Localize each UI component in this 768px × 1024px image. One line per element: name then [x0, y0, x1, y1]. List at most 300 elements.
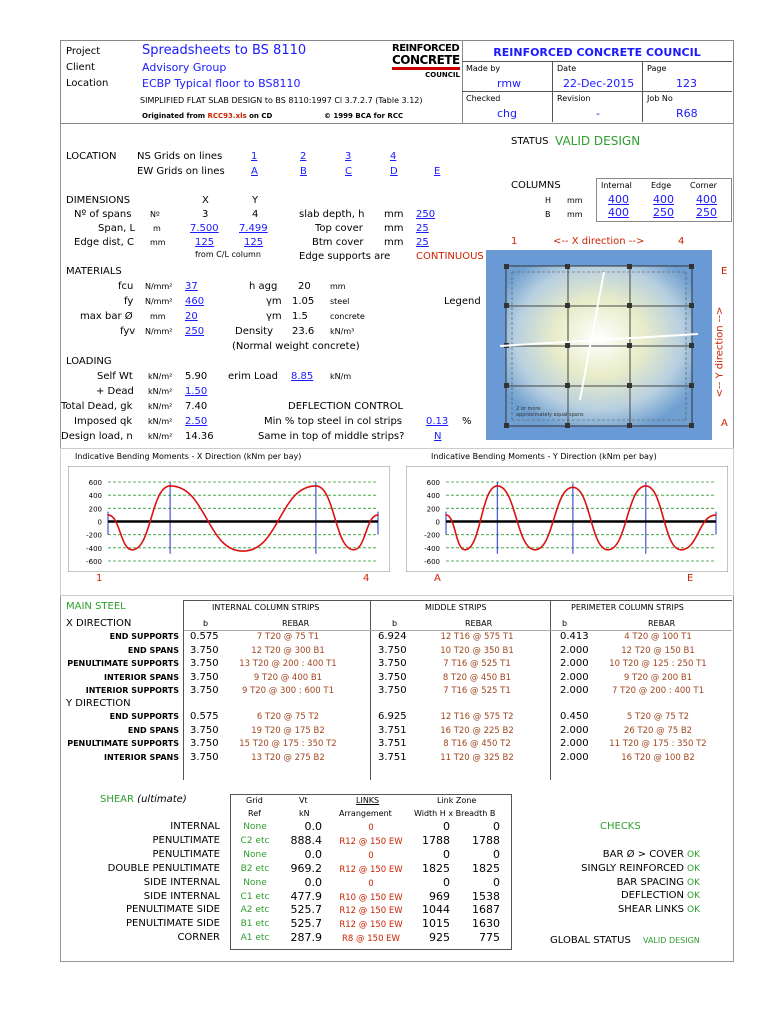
- col-b-corner[interactable]: 250: [696, 206, 717, 219]
- chart-y-label-start: A: [434, 573, 441, 584]
- span-y-input[interactable]: 7.499: [239, 223, 268, 234]
- total-dead-label: Total Dead, gk: [61, 401, 133, 412]
- shear-grid-ref: None: [243, 877, 267, 888]
- steel-rebar-cell: 9 T20 @ 200 B1: [623, 672, 693, 683]
- steel-b-cell: 2.000: [560, 738, 589, 749]
- steel-rebar-cell: 4 T20 @ 100 T1: [624, 632, 692, 642]
- shear-vt-value: 287.9: [290, 931, 322, 945]
- shear-zone-width: 925: [429, 931, 450, 945]
- rcc-logo: REINFORCED CONCRETE COUNCIL: [392, 43, 460, 79]
- same-top-input[interactable]: N: [434, 431, 442, 442]
- group-middle-strips: MIDDLE STRIPS: [425, 603, 487, 612]
- span-x-input[interactable]: 7.500: [190, 223, 219, 234]
- check-ok: OK: [687, 850, 700, 860]
- check-label: DEFLECTION: [620, 890, 684, 902]
- steel-b-cell: 3.751: [378, 751, 407, 763]
- shear-zone-breadth: 0: [493, 875, 500, 889]
- x-direction-label: X DIRECTION: [66, 618, 132, 629]
- steel-b-cell: 2.000: [560, 724, 589, 736]
- checked-label: Checked: [466, 94, 501, 103]
- gm-concrete-unit: concrete: [330, 312, 365, 321]
- steel-b-cell: 3.750: [190, 724, 219, 736]
- y-tick-label: 600: [426, 479, 440, 487]
- y-tick-label: 0: [435, 518, 440, 527]
- shear-header-zone: Link Zone: [437, 796, 477, 805]
- y-tick-label: 200: [88, 505, 102, 514]
- y-tick-label: -600: [86, 558, 102, 566]
- subtitle: SIMPLIFIED FLAT SLAB DESIGN to BS 8110:1997 Cl 3.7.2.7 (Table 3.12): [140, 96, 423, 105]
- group-internal-column-strips: INTERNAL COLUMN STRIPS: [212, 603, 320, 612]
- moment-point: [680, 549, 682, 551]
- shear-grid-ref: None: [243, 849, 267, 860]
- steel-rebar-cell: 8 T16 @ 450 T2: [443, 739, 511, 749]
- steel-b-cell: 3.751: [378, 738, 407, 749]
- check-label: SINGLY REINFORCED: [581, 862, 684, 874]
- header-b-2: b: [392, 619, 398, 628]
- steel-rebar-cell: 9 T20 @ 300 : 600 T1: [241, 686, 335, 696]
- shear-zone-breadth: 1630: [472, 917, 500, 931]
- steel-row-label: INTERIOR SPANS: [103, 672, 179, 682]
- total-dead-value: 7.40: [185, 401, 208, 412]
- steel-b-cell: 6.924: [378, 631, 407, 642]
- check-ok: OK: [687, 877, 700, 888]
- fcu-unit: N/mm²: [145, 282, 173, 291]
- steel-row-label: END SUPPORTS: [109, 712, 179, 721]
- slab-depth-unit: mm: [384, 209, 404, 220]
- location-value[interactable]: ECBP Typical floor to BS8110: [142, 77, 301, 90]
- shear-zone-width: 0: [443, 847, 450, 861]
- steel-rebar-cell: 5 T20 @ 75 T2: [626, 712, 690, 722]
- plan-note-2: approximately equal spans: [516, 412, 584, 418]
- made-by-value[interactable]: rmw: [497, 77, 522, 90]
- shear-row-label: DOUBLE PENULTIMATE: [107, 862, 220, 874]
- density-unit: kN/m³: [330, 327, 355, 336]
- header-rebar-3: REBAR: [648, 619, 676, 628]
- steel-rebar-cell: 7 T16 @ 525 T1: [443, 686, 511, 696]
- moment-point: [315, 485, 317, 487]
- shear-link-arrangement: R8 @ 150 EW: [342, 934, 400, 945]
- col-b-unit: mm: [567, 210, 583, 219]
- shear-row-label: SIDE INTERNAL: [143, 890, 220, 902]
- steel-row-label: INTERIOR SPANS: [103, 752, 179, 762]
- steel-b-cell: 3.750: [190, 685, 219, 696]
- steel-rebar-cell: 16 T20 @ 100 B2: [621, 752, 695, 763]
- spans-unit: Nº: [150, 210, 160, 219]
- moment-point: [445, 514, 447, 516]
- steel-row-label: END SUPPORTS: [109, 632, 179, 641]
- steel-rebar-cell: 7 T16 @ 525 T1: [443, 659, 511, 669]
- revision-label: Revision: [557, 94, 591, 103]
- check-ok: OK: [687, 891, 700, 902]
- imposed-label: Imposed qk: [74, 416, 133, 427]
- moment-point: [377, 514, 379, 516]
- edge-dist-unit: mm: [150, 238, 166, 247]
- col-h-label: H: [545, 196, 552, 205]
- shear-row-label: PENULTIMATE: [152, 848, 220, 860]
- plan-y-direction: <-- Y direction -->: [714, 306, 726, 398]
- y-tick-label: 400: [88, 492, 102, 501]
- revision-value[interactable]: -: [596, 107, 600, 120]
- steel-rebar-cell: 12 T20 @ 150 B1: [621, 645, 695, 656]
- design-load-label: Design load, n: [61, 431, 133, 442]
- check-ok: OK: [687, 905, 700, 916]
- steel-b-cell: 2.000: [560, 751, 589, 763]
- steel-row-label: END SPANS: [127, 725, 179, 735]
- hagg-unit: mm: [330, 282, 346, 291]
- span-unit: m: [153, 224, 161, 233]
- fy-unit: N/mm²: [145, 297, 173, 306]
- steel-b-cell: 3.750: [378, 644, 407, 656]
- shear-row-label: PENULTIMATE SIDE: [125, 918, 220, 930]
- edge-dist-label: Edge dist, C: [74, 237, 134, 248]
- shear-grid-ref: C1 etc: [240, 891, 270, 902]
- plan-grid-1: 1: [511, 236, 518, 247]
- steel-rebar-cell: 6 T20 @ 75 T2: [256, 712, 320, 722]
- shear-header-links: LINKS: [356, 796, 380, 805]
- btm-cover-input[interactable]: 25: [416, 237, 429, 248]
- steel-b-cell: 2.000: [560, 671, 589, 683]
- slab-depth-input[interactable]: 250: [416, 209, 436, 220]
- shear-link-arrangement: 0: [368, 850, 374, 861]
- columns-label: COLUMNS: [511, 180, 561, 191]
- steel-rebar-cell: 7 T20 @ 200 : 400 T1: [611, 686, 705, 696]
- ew-grids-label: EW Grids on lines: [137, 166, 225, 177]
- perim-load-label: erim Load: [228, 371, 278, 382]
- shear-zone-breadth: 1825: [472, 861, 500, 875]
- imposed-input[interactable]: 2.50: [185, 416, 208, 427]
- steel-b-cell: 3.750: [190, 671, 219, 683]
- gm-steel-unit: steel: [330, 297, 350, 306]
- steel-b-cell: 0.413: [560, 631, 589, 642]
- shear-zone-width: 0: [443, 820, 450, 833]
- shear-header-vt: Vt: [299, 796, 308, 805]
- steel-rebar-cell: 12 T20 @ 300 B1: [251, 645, 325, 656]
- steel-b-cell: 2.000: [560, 685, 589, 696]
- steel-row-label: PENULTIMATE SUPPORTS: [67, 739, 179, 748]
- project-value[interactable]: Spreadsheets to BS 8110: [142, 43, 307, 58]
- top-cover-input[interactable]: 25: [416, 223, 429, 234]
- location-section-label: LOCATION: [66, 151, 117, 162]
- shear-link-arrangement: R12 @ 150 EW: [339, 920, 403, 931]
- client-label: Client: [66, 62, 95, 73]
- moment-point: [169, 485, 171, 487]
- shear-header-kn: kN: [299, 809, 310, 818]
- main-steel-label: MAIN STEEL: [66, 601, 126, 612]
- checks-label: CHECKS: [600, 821, 641, 832]
- shear-vt-value: 0.0: [304, 847, 322, 861]
- steel-b-cell: 3.750: [190, 751, 219, 763]
- steel-b-cell: 3.750: [378, 671, 407, 683]
- self-wt-unit: kN/m²: [148, 372, 173, 381]
- fyv-unit: N/mm²: [145, 327, 173, 336]
- job-label: Job No: [647, 94, 673, 103]
- header-b-1: b: [203, 619, 209, 628]
- check-label: BAR Ø > COVER: [602, 849, 684, 860]
- date-value[interactable]: 22-Dec-2015: [563, 77, 635, 90]
- steel-row-label: END SPANS: [127, 645, 179, 655]
- steel-rebar-cell: 10 T20 @ 350 B1: [440, 645, 514, 656]
- steel-b-cell: 3.750: [190, 658, 219, 669]
- steel-b-cell: 3.750: [378, 685, 407, 696]
- col-edge-header: Edge: [651, 181, 672, 190]
- steel-rebar-cell: 12 T16 @ 575 T1: [440, 632, 514, 642]
- edge-dist-x-input[interactable]: 125: [195, 237, 215, 248]
- y-tick-label: -600: [424, 558, 440, 566]
- steel-rebar-cell: 10 T20 @ 125 : 250 T1: [609, 659, 707, 669]
- shear-grid-ref: A1 etc: [240, 933, 270, 944]
- fy-input[interactable]: 460: [185, 296, 205, 307]
- ns-grid-2[interactable]: 2: [300, 151, 307, 162]
- checked-value[interactable]: chg: [497, 107, 518, 120]
- col-b-edge[interactable]: 250: [653, 206, 674, 219]
- job-value[interactable]: R68: [676, 107, 698, 120]
- moment-point: [107, 514, 109, 516]
- shear-zone-breadth: 1538: [472, 889, 500, 903]
- btm-cover-unit: mm: [384, 237, 404, 248]
- shear-grid-ref: A2 etc: [240, 905, 270, 916]
- dim-y-header: Y: [252, 195, 259, 206]
- shear-link-arrangement: R12 @ 150 EW: [339, 864, 403, 875]
- shear-link-arrangement: 0: [368, 878, 374, 889]
- edge-supports-value[interactable]: CONTINUOUS: [416, 251, 484, 262]
- ew-grid-b[interactable]: B: [300, 166, 307, 177]
- page-value[interactable]: 123: [676, 77, 697, 90]
- shear-vt-value: 525.7: [290, 903, 322, 917]
- moment-point: [464, 549, 466, 551]
- steel-rebar-cell: 15 T20 @ 175 : 350 T2: [239, 739, 337, 749]
- fy-label: fy: [124, 296, 134, 307]
- shear-vt-value: 0.0: [304, 875, 322, 889]
- bending-moment-chart-y: [406, 466, 728, 572]
- shear-zone-width: 1015: [422, 917, 450, 931]
- plan-note-1: 2 or more: [516, 406, 541, 412]
- ns-grid-3[interactable]: 3: [345, 151, 352, 162]
- location-label: Location: [66, 78, 109, 89]
- shear-zone-width: 1044: [422, 903, 450, 917]
- shear-header-ref: Ref: [248, 809, 261, 818]
- shear-grid-ref: B2 etc: [240, 863, 270, 874]
- gm-steel-value: 1.05: [292, 296, 315, 307]
- y-tick-label: -200: [86, 531, 102, 540]
- top-cover-unit: mm: [384, 223, 404, 234]
- shear-label: SHEAR (ultimate): [100, 794, 187, 805]
- density-value: 23.6: [292, 326, 315, 337]
- chart-y-title: Indicative Bending Moments - Y Direction (kNm per bay): [431, 452, 657, 461]
- moment-point: [497, 485, 499, 487]
- legend-label: Legend: [444, 296, 481, 307]
- dead-label: + Dead: [96, 386, 134, 397]
- chart-y-label-end: E: [687, 573, 694, 584]
- fyv-label: fyv: [120, 326, 136, 337]
- check-label: BAR SPACING: [616, 876, 684, 888]
- plan-x-direction: <-- X direction -->: [553, 236, 645, 247]
- normal-weight-note: (Normal weight concrete): [232, 341, 360, 352]
- shear-grid-ref: None: [243, 822, 267, 832]
- shear-row-label: PENULTIMATE SIDE: [125, 904, 220, 916]
- y-tick-label: -400: [424, 544, 440, 553]
- max-bar-unit: mm: [150, 312, 166, 321]
- hagg-value: 20: [298, 281, 311, 292]
- plan-grid-e: E: [721, 266, 728, 277]
- fyv-input[interactable]: 250: [185, 326, 205, 337]
- y-tick-label: 0: [97, 518, 102, 527]
- gm-concrete-label: γm: [266, 311, 282, 322]
- shear-vt-value: 0.0: [304, 820, 322, 833]
- dead-unit: kN/m²: [148, 387, 173, 396]
- shear-grid-ref: B1 etc: [240, 919, 270, 930]
- steel-b-cell: 2.000: [560, 644, 589, 656]
- y-direction-label: Y DIRECTION: [66, 698, 131, 709]
- shear-zone-width: 1788: [422, 833, 450, 847]
- steel-rebar-cell: 7 T20 @ 75 T1: [256, 632, 320, 642]
- shear-header-arrangement: Arrangement: [339, 809, 392, 818]
- shear-vt-value: 969.2: [290, 861, 322, 875]
- global-status-value: VALID DESIGN: [643, 936, 700, 945]
- col-h-internal[interactable]: 400: [608, 193, 629, 206]
- shear-zone-width: 1825: [422, 861, 450, 875]
- materials-label: MATERIALS: [66, 266, 122, 277]
- steel-rebar-cell: 8 T20 @ 450 B1: [442, 672, 512, 683]
- date-label: Date: [557, 64, 577, 73]
- moment-point: [353, 549, 355, 551]
- col-internal-header: Internal: [601, 181, 632, 190]
- header-rebar-2: REBAR: [465, 619, 493, 628]
- self-wt-value: 5.90: [185, 371, 208, 382]
- steel-b-cell: 0.575: [190, 711, 219, 722]
- steel-b-cell: 3.750: [190, 644, 219, 656]
- col-b-label: B: [545, 210, 551, 219]
- ns-grid-4[interactable]: 4: [390, 151, 397, 162]
- moment-point: [534, 549, 536, 551]
- steel-rebar-cell: 11 T20 @ 325 B2: [440, 752, 514, 763]
- steel-b-cell: 2.000: [560, 658, 589, 669]
- steel-b-cell: 3.750: [190, 738, 219, 749]
- steel-b-cell: 0.450: [560, 711, 589, 722]
- bending-moment-chart-x: [68, 466, 390, 572]
- chart-x-label-start: 1: [96, 573, 103, 584]
- edge-supports-label: Edge supports are: [299, 251, 391, 262]
- col-h-unit: mm: [567, 196, 583, 205]
- dead-input[interactable]: 1.50: [185, 386, 208, 397]
- same-top-label: Same in top of middle strips?: [258, 431, 405, 442]
- shear-vt-value: 477.9: [290, 889, 322, 903]
- shear-link-arrangement: R10 @ 150 EW: [339, 892, 403, 903]
- imposed-unit: kN/m²: [148, 417, 173, 426]
- check-label: SHEAR LINKS: [617, 904, 684, 916]
- steel-rebar-cell: 11 T20 @ 175 : 350 T2: [609, 739, 707, 749]
- plan-grid-4: 4: [678, 236, 685, 247]
- steel-b-cell: 3.750: [378, 658, 407, 669]
- shear-zone-width: 969: [429, 889, 450, 903]
- steel-rebar-cell: 26 T20 @ 75 B2: [623, 725, 693, 736]
- dim-x-header: X: [202, 195, 209, 206]
- col-b-internal[interactable]: 400: [608, 206, 629, 219]
- ew-grid-c[interactable]: C: [345, 166, 352, 177]
- perim-load-input[interactable]: 8.85: [291, 371, 314, 382]
- shear-grid-ref: C2 etc: [240, 835, 270, 846]
- slab-depth-label: slab depth, h: [299, 209, 365, 220]
- steel-rebar-cell: 16 T20 @ 225 B2: [440, 725, 514, 736]
- chart-x-label-end: 4: [363, 573, 370, 584]
- min-pct-unit: %: [462, 416, 472, 427]
- fcu-input[interactable]: 37: [185, 281, 198, 292]
- loading-label: LOADING: [66, 356, 112, 367]
- hagg-label: h agg: [249, 281, 278, 292]
- from-cl-note: from C/L column: [195, 250, 261, 259]
- steel-rebar-cell: 13 T20 @ 200 : 400 T1: [239, 659, 337, 669]
- status-label: STATUS: [511, 136, 549, 147]
- steel-b-cell: 3.751: [378, 724, 407, 736]
- min-pct-input[interactable]: 0.13: [426, 416, 449, 427]
- global-status-label: GLOBAL STATUS: [550, 935, 631, 946]
- floor-plan-diagram: [486, 250, 712, 440]
- steel-row-label: PENULTIMATE SUPPORTS: [67, 659, 179, 668]
- client-value[interactable]: Advisory Group: [142, 61, 227, 74]
- col-h-corner[interactable]: 400: [696, 193, 717, 206]
- shear-link-arrangement: 0: [368, 823, 374, 833]
- spans-x: 3: [202, 209, 209, 220]
- max-bar-label: max bar Ø: [80, 311, 133, 322]
- steel-b-cell: 6.925: [378, 711, 407, 722]
- self-wt-label: Self Wt: [97, 371, 133, 382]
- design-load-unit: kN/m²: [148, 432, 173, 441]
- page-label: Page: [647, 64, 667, 73]
- span-label: Span, L: [98, 223, 136, 234]
- ns-grid-1[interactable]: 1: [251, 151, 258, 162]
- shear-zone-breadth: 1687: [472, 903, 500, 917]
- shear-row-label: SIDE INTERNAL: [143, 876, 220, 888]
- gm-steel-label: γm: [266, 296, 282, 307]
- org-name: REINFORCED CONCRETE COUNCIL: [493, 46, 701, 59]
- spans-y: 4: [252, 209, 259, 220]
- header-rebar-1: REBAR: [282, 619, 310, 628]
- ew-grid-a[interactable]: A: [251, 166, 258, 177]
- status-value: VALID DESIGN: [555, 134, 641, 148]
- steel-b-cell: 0.575: [190, 631, 219, 642]
- shear-row-label: PENULTIMATE: [152, 834, 220, 846]
- plan-grid-a: A: [721, 418, 728, 429]
- ew-grid-d[interactable]: D: [390, 166, 398, 177]
- shear-zone-width: 0: [443, 875, 450, 889]
- moment-point: [645, 485, 647, 487]
- moment-point: [132, 549, 134, 551]
- y-tick-label: 400: [426, 492, 440, 501]
- shear-link-arrangement: R12 @ 150 EW: [339, 836, 403, 847]
- steel-rebar-cell: 13 T20 @ 275 B2: [251, 752, 325, 763]
- gm-concrete-value: 1.5: [292, 311, 308, 322]
- shear-row-label: INTERNAL: [170, 821, 220, 832]
- fcu-label: fcu: [118, 281, 134, 292]
- total-dead-unit: kN/m²: [148, 402, 173, 411]
- moment-point: [715, 514, 717, 516]
- edge-dist-y-input[interactable]: 125: [244, 237, 264, 248]
- shear-zone-breadth: 775: [479, 931, 500, 945]
- ns-grids-label: NS Grids on lines: [137, 151, 223, 162]
- group-perimeter-column-strips: PERIMETER COLUMN STRIPS: [571, 603, 684, 612]
- originated-line: Originated from RCC93.xls on CD: [142, 112, 273, 120]
- steel-rebar-cell: 9 T20 @ 400 B1: [253, 672, 323, 683]
- shear-row-label: CORNER: [177, 932, 220, 944]
- shear-header-grid: Grid: [246, 796, 263, 805]
- dimensions-label: DIMENSIONS: [66, 195, 131, 206]
- moment-point: [607, 549, 609, 551]
- design-load-value: 14.36: [185, 431, 214, 442]
- ew-grid-e[interactable]: E: [434, 166, 441, 177]
- density-label: Density: [235, 326, 274, 337]
- max-bar-input[interactable]: 20: [185, 311, 198, 322]
- col-h-edge[interactable]: 400: [653, 193, 674, 206]
- copyright: © 1999 BCA for RCC: [324, 112, 404, 120]
